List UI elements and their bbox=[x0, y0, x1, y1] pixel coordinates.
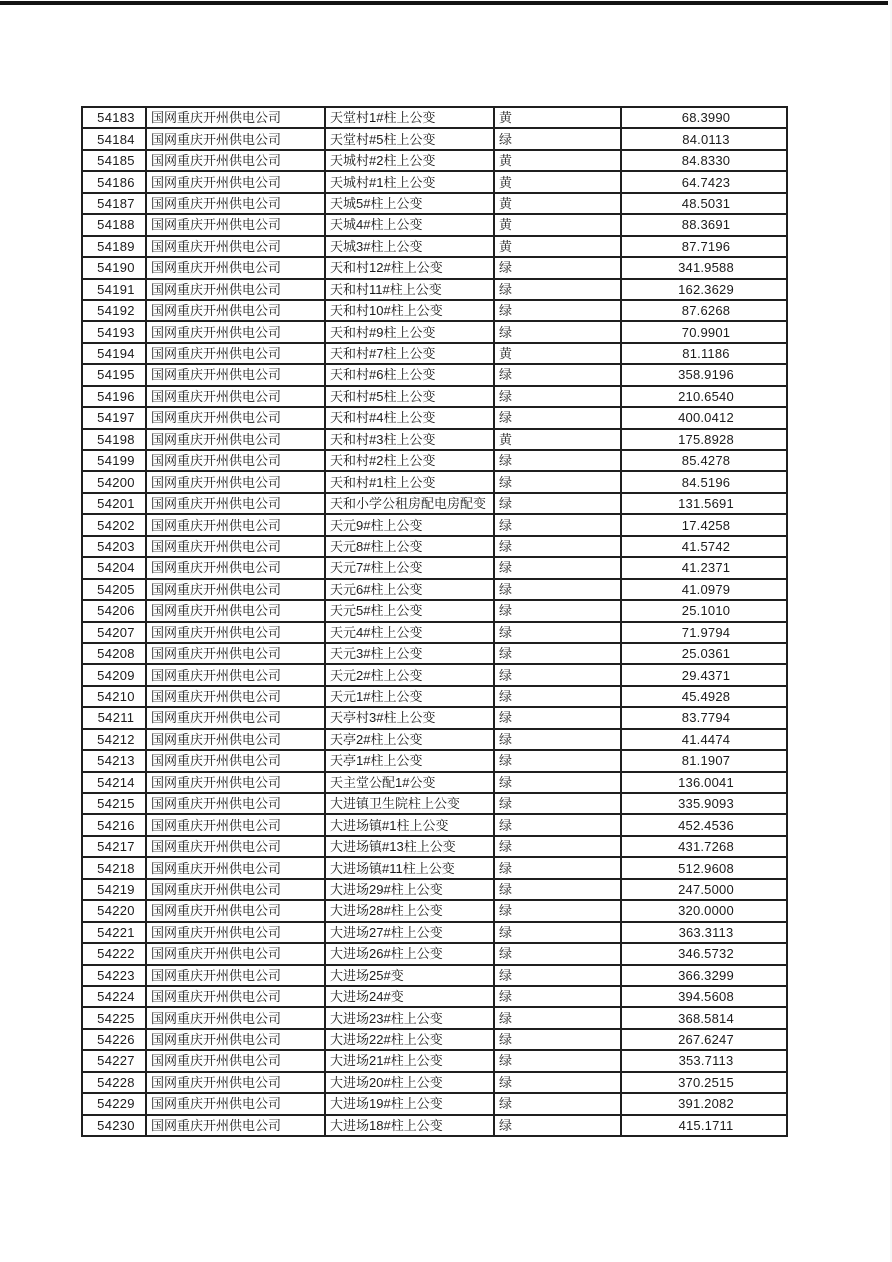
transformer-name-cell: 大进场29#柱上公变 bbox=[325, 879, 494, 900]
status-cell: 绿 bbox=[494, 986, 621, 1007]
company-cell: 国网重庆开州供电公司 bbox=[146, 236, 325, 257]
status-cell: 绿 bbox=[494, 1007, 621, 1028]
table-row bbox=[82, 622, 787, 643]
record-id-cell: 54211 bbox=[82, 707, 146, 728]
table-row bbox=[82, 836, 787, 857]
transformer-name-cell: 天元7#柱上公变 bbox=[325, 557, 494, 578]
table-row bbox=[82, 236, 787, 257]
transformer-name-cell: 天堂村#5柱上公变 bbox=[325, 128, 494, 149]
value-cell: 41.4474 bbox=[621, 729, 787, 750]
transformer-name-cell: 大进场24#变 bbox=[325, 986, 494, 1007]
value-cell: 25.1010 bbox=[621, 600, 787, 621]
record-id-cell: 54183 bbox=[82, 107, 146, 128]
status-cell: 绿 bbox=[494, 643, 621, 664]
status-cell: 绿 bbox=[494, 407, 621, 428]
record-id-cell: 54193 bbox=[82, 321, 146, 342]
company-cell: 国网重庆开州供电公司 bbox=[146, 622, 325, 643]
transformer-name-cell: 大进场22#柱上公变 bbox=[325, 1029, 494, 1050]
table-row bbox=[82, 386, 787, 407]
record-id-cell: 54201 bbox=[82, 493, 146, 514]
table-row bbox=[82, 900, 787, 921]
value-cell: 346.5732 bbox=[621, 943, 787, 964]
status-cell: 绿 bbox=[494, 600, 621, 621]
table-row bbox=[82, 128, 787, 149]
value-cell: 81.1186 bbox=[621, 343, 787, 364]
company-cell: 国网重庆开州供电公司 bbox=[146, 493, 325, 514]
company-cell: 国网重庆开州供电公司 bbox=[146, 150, 325, 171]
record-id-cell: 54208 bbox=[82, 643, 146, 664]
company-cell: 国网重庆开州供电公司 bbox=[146, 343, 325, 364]
value-cell: 175.8928 bbox=[621, 429, 787, 450]
status-cell: 绿 bbox=[494, 450, 621, 471]
transformer-name-cell: 大进场28#柱上公变 bbox=[325, 900, 494, 921]
value-cell: 25.0361 bbox=[621, 643, 787, 664]
table-row bbox=[82, 1029, 787, 1050]
status-cell: 绿 bbox=[494, 900, 621, 921]
transformer-name-cell: 天和村#7柱上公变 bbox=[325, 343, 494, 364]
value-cell: 394.5608 bbox=[621, 986, 787, 1007]
company-cell: 国网重庆开州供电公司 bbox=[146, 664, 325, 685]
status-cell: 绿 bbox=[494, 1072, 621, 1093]
table-row bbox=[82, 1072, 787, 1093]
record-id-cell: 54187 bbox=[82, 193, 146, 214]
record-id-cell: 54209 bbox=[82, 664, 146, 685]
transformer-name-cell: 大进场镇#11柱上公变 bbox=[325, 857, 494, 878]
transformer-name-cell: 天和村12#柱上公变 bbox=[325, 257, 494, 278]
record-id-cell: 54200 bbox=[82, 471, 146, 492]
value-cell: 87.7196 bbox=[621, 236, 787, 257]
company-cell: 国网重庆开州供电公司 bbox=[146, 557, 325, 578]
company-cell: 国网重庆开州供电公司 bbox=[146, 214, 325, 235]
status-cell: 绿 bbox=[494, 857, 621, 878]
value-cell: 45.4928 bbox=[621, 686, 787, 707]
company-cell: 国网重庆开州供电公司 bbox=[146, 857, 325, 878]
value-cell: 136.0041 bbox=[621, 772, 787, 793]
record-id-cell: 54212 bbox=[82, 729, 146, 750]
company-cell: 国网重庆开州供电公司 bbox=[146, 514, 325, 535]
table-row bbox=[82, 214, 787, 235]
company-cell: 国网重庆开州供电公司 bbox=[146, 107, 325, 128]
record-id-cell: 54186 bbox=[82, 171, 146, 192]
company-cell: 国网重庆开州供电公司 bbox=[146, 814, 325, 835]
record-id-cell: 54205 bbox=[82, 579, 146, 600]
value-cell: 512.9608 bbox=[621, 857, 787, 878]
status-cell: 黄 bbox=[494, 107, 621, 128]
table-row bbox=[82, 257, 787, 278]
company-cell: 国网重庆开州供电公司 bbox=[146, 1093, 325, 1114]
table-row bbox=[82, 471, 787, 492]
record-id-cell: 54215 bbox=[82, 793, 146, 814]
value-cell: 267.6247 bbox=[621, 1029, 787, 1050]
status-cell: 绿 bbox=[494, 364, 621, 385]
table-row bbox=[82, 193, 787, 214]
status-cell: 绿 bbox=[494, 493, 621, 514]
transformer-name-cell: 天主堂公配1#公变 bbox=[325, 772, 494, 793]
status-cell: 绿 bbox=[494, 321, 621, 342]
company-cell: 国网重庆开州供电公司 bbox=[146, 128, 325, 149]
table-row bbox=[82, 429, 787, 450]
table-row bbox=[82, 343, 787, 364]
value-cell: 366.3299 bbox=[621, 965, 787, 986]
table-row bbox=[82, 814, 787, 835]
transformer-name-cell: 天元4#柱上公变 bbox=[325, 622, 494, 643]
value-cell: 87.6268 bbox=[621, 300, 787, 321]
transformer-name-cell: 大进场25#变 bbox=[325, 965, 494, 986]
table-row bbox=[82, 579, 787, 600]
transformer-name-cell: 天元3#柱上公变 bbox=[325, 643, 494, 664]
status-cell: 绿 bbox=[494, 836, 621, 857]
status-cell: 绿 bbox=[494, 557, 621, 578]
record-id-cell: 54189 bbox=[82, 236, 146, 257]
company-cell: 国网重庆开州供电公司 bbox=[146, 1029, 325, 1050]
table-row bbox=[82, 986, 787, 1007]
record-id-cell: 54223 bbox=[82, 965, 146, 986]
table-row bbox=[82, 707, 787, 728]
value-cell: 341.9588 bbox=[621, 257, 787, 278]
table-row bbox=[82, 514, 787, 535]
record-id-cell: 54224 bbox=[82, 986, 146, 1007]
status-cell: 绿 bbox=[494, 257, 621, 278]
value-cell: 41.2371 bbox=[621, 557, 787, 578]
transformer-name-cell: 大进场23#柱上公变 bbox=[325, 1007, 494, 1028]
transformer-data-table bbox=[81, 106, 788, 1137]
transformer-name-cell: 天堂村1#柱上公变 bbox=[325, 107, 494, 128]
status-cell: 绿 bbox=[494, 879, 621, 900]
company-cell: 国网重庆开州供电公司 bbox=[146, 171, 325, 192]
transformer-name-cell: 天和村11#柱上公变 bbox=[325, 279, 494, 300]
record-id-cell: 54225 bbox=[82, 1007, 146, 1028]
transformer-name-cell: 天和村#6柱上公变 bbox=[325, 364, 494, 385]
value-cell: 29.4371 bbox=[621, 664, 787, 685]
value-cell: 368.5814 bbox=[621, 1007, 787, 1028]
status-cell: 绿 bbox=[494, 128, 621, 149]
transformer-name-cell: 天和村#4柱上公变 bbox=[325, 407, 494, 428]
value-cell: 64.7423 bbox=[621, 171, 787, 192]
status-cell: 黄 bbox=[494, 429, 621, 450]
status-cell: 黄 bbox=[494, 236, 621, 257]
table-row bbox=[82, 772, 787, 793]
value-cell: 210.6540 bbox=[621, 386, 787, 407]
record-id-cell: 54226 bbox=[82, 1029, 146, 1050]
record-id-cell: 54229 bbox=[82, 1093, 146, 1114]
company-cell: 国网重庆开州供电公司 bbox=[146, 793, 325, 814]
status-cell: 黄 bbox=[494, 343, 621, 364]
record-id-cell: 54196 bbox=[82, 386, 146, 407]
company-cell: 国网重庆开州供电公司 bbox=[146, 772, 325, 793]
table-body bbox=[82, 107, 787, 1136]
table-row bbox=[82, 686, 787, 707]
table-row bbox=[82, 300, 787, 321]
value-cell: 81.1907 bbox=[621, 750, 787, 771]
value-cell: 41.0979 bbox=[621, 579, 787, 600]
company-cell: 国网重庆开州供电公司 bbox=[146, 364, 325, 385]
table-row bbox=[82, 1007, 787, 1028]
table-row bbox=[82, 1093, 787, 1114]
value-cell: 363.3113 bbox=[621, 922, 787, 943]
transformer-name-cell: 大进场20#柱上公变 bbox=[325, 1072, 494, 1093]
transformer-name-cell: 天亭1#柱上公变 bbox=[325, 750, 494, 771]
status-cell: 绿 bbox=[494, 579, 621, 600]
value-cell: 335.9093 bbox=[621, 793, 787, 814]
table-row bbox=[82, 600, 787, 621]
record-id-cell: 54214 bbox=[82, 772, 146, 793]
company-cell: 国网重庆开州供电公司 bbox=[146, 1072, 325, 1093]
value-cell: 353.7113 bbox=[621, 1050, 787, 1071]
company-cell: 国网重庆开州供电公司 bbox=[146, 836, 325, 857]
company-cell: 国网重庆开州供电公司 bbox=[146, 729, 325, 750]
value-cell: 320.0000 bbox=[621, 900, 787, 921]
transformer-name-cell: 天亭2#柱上公变 bbox=[325, 729, 494, 750]
transformer-name-cell: 大进场镇#13柱上公变 bbox=[325, 836, 494, 857]
transformer-name-cell: 大进场19#柱上公变 bbox=[325, 1093, 494, 1114]
status-cell: 绿 bbox=[494, 300, 621, 321]
table-row bbox=[82, 729, 787, 750]
status-cell: 黄 bbox=[494, 214, 621, 235]
value-cell: 370.2515 bbox=[621, 1072, 787, 1093]
status-cell: 绿 bbox=[494, 943, 621, 964]
value-cell: 358.9196 bbox=[621, 364, 787, 385]
value-cell: 41.5742 bbox=[621, 536, 787, 557]
table-row bbox=[82, 536, 787, 557]
company-cell: 国网重庆开州供电公司 bbox=[146, 879, 325, 900]
status-cell: 绿 bbox=[494, 814, 621, 835]
transformer-name-cell: 天元9#柱上公变 bbox=[325, 514, 494, 535]
record-id-cell: 54213 bbox=[82, 750, 146, 771]
value-cell: 452.4536 bbox=[621, 814, 787, 835]
company-cell: 国网重庆开州供电公司 bbox=[146, 965, 325, 986]
transformer-name-cell: 天亭村3#柱上公变 bbox=[325, 707, 494, 728]
table-row bbox=[82, 364, 787, 385]
value-cell: 88.3691 bbox=[621, 214, 787, 235]
record-id-cell: 54184 bbox=[82, 128, 146, 149]
company-cell: 国网重庆开州供电公司 bbox=[146, 407, 325, 428]
status-cell: 绿 bbox=[494, 686, 621, 707]
company-cell: 国网重庆开州供电公司 bbox=[146, 943, 325, 964]
company-cell: 国网重庆开州供电公司 bbox=[146, 600, 325, 621]
company-cell: 国网重庆开州供电公司 bbox=[146, 1115, 325, 1136]
record-id-cell: 54204 bbox=[82, 557, 146, 578]
value-cell: 84.0113 bbox=[621, 128, 787, 149]
company-cell: 国网重庆开州供电公司 bbox=[146, 471, 325, 492]
company-cell: 国网重庆开州供电公司 bbox=[146, 257, 325, 278]
value-cell: 400.0412 bbox=[621, 407, 787, 428]
transformer-name-cell: 天和村#1柱上公变 bbox=[325, 471, 494, 492]
record-id-cell: 54198 bbox=[82, 429, 146, 450]
table-row bbox=[82, 1050, 787, 1071]
record-id-cell: 54221 bbox=[82, 922, 146, 943]
status-cell: 绿 bbox=[494, 1050, 621, 1071]
status-cell: 绿 bbox=[494, 750, 621, 771]
transformer-name-cell: 天元6#柱上公变 bbox=[325, 579, 494, 600]
record-id-cell: 54194 bbox=[82, 343, 146, 364]
table-row bbox=[82, 150, 787, 171]
status-cell: 绿 bbox=[494, 772, 621, 793]
record-id-cell: 54192 bbox=[82, 300, 146, 321]
transformer-name-cell: 大进镇卫生院柱上公变 bbox=[325, 793, 494, 814]
value-cell: 71.9794 bbox=[621, 622, 787, 643]
company-cell: 国网重庆开州供电公司 bbox=[146, 922, 325, 943]
top-horizontal-rule bbox=[0, 1, 888, 5]
record-id-cell: 54227 bbox=[82, 1050, 146, 1071]
table-row bbox=[82, 793, 787, 814]
status-cell: 绿 bbox=[494, 729, 621, 750]
value-cell: 247.5000 bbox=[621, 879, 787, 900]
transformer-name-cell: 天城3#柱上公变 bbox=[325, 236, 494, 257]
table-row bbox=[82, 857, 787, 878]
transformer-name-cell: 大进场21#柱上公变 bbox=[325, 1050, 494, 1071]
record-id-cell: 54220 bbox=[82, 900, 146, 921]
status-cell: 绿 bbox=[494, 536, 621, 557]
company-cell: 国网重庆开州供电公司 bbox=[146, 707, 325, 728]
company-cell: 国网重庆开州供电公司 bbox=[146, 1050, 325, 1071]
record-id-cell: 54228 bbox=[82, 1072, 146, 1093]
record-id-cell: 54188 bbox=[82, 214, 146, 235]
transformer-name-cell: 天和村#9柱上公变 bbox=[325, 321, 494, 342]
table-row bbox=[82, 1115, 787, 1136]
record-id-cell: 54185 bbox=[82, 150, 146, 171]
value-cell: 131.5691 bbox=[621, 493, 787, 514]
table-row bbox=[82, 965, 787, 986]
transformer-name-cell: 天元8#柱上公变 bbox=[325, 536, 494, 557]
value-cell: 85.4278 bbox=[621, 450, 787, 471]
status-cell: 绿 bbox=[494, 707, 621, 728]
company-cell: 国网重庆开州供电公司 bbox=[146, 750, 325, 771]
record-id-cell: 54195 bbox=[82, 364, 146, 385]
status-cell: 绿 bbox=[494, 622, 621, 643]
transformer-name-cell: 天城5#柱上公变 bbox=[325, 193, 494, 214]
record-id-cell: 54230 bbox=[82, 1115, 146, 1136]
table-row bbox=[82, 557, 787, 578]
company-cell: 国网重庆开州供电公司 bbox=[146, 450, 325, 471]
record-id-cell: 54206 bbox=[82, 600, 146, 621]
value-cell: 391.2082 bbox=[621, 1093, 787, 1114]
status-cell: 绿 bbox=[494, 1115, 621, 1136]
status-cell: 绿 bbox=[494, 1093, 621, 1114]
value-cell: 68.3990 bbox=[621, 107, 787, 128]
status-cell: 绿 bbox=[494, 514, 621, 535]
record-id-cell: 54217 bbox=[82, 836, 146, 857]
value-cell: 415.1711 bbox=[621, 1115, 787, 1136]
transformer-name-cell: 天城4#柱上公变 bbox=[325, 214, 494, 235]
company-cell: 国网重庆开州供电公司 bbox=[146, 643, 325, 664]
value-cell: 70.9901 bbox=[621, 321, 787, 342]
status-cell: 黄 bbox=[494, 193, 621, 214]
company-cell: 国网重庆开州供电公司 bbox=[146, 386, 325, 407]
value-cell: 84.8330 bbox=[621, 150, 787, 171]
table-row bbox=[82, 664, 787, 685]
company-cell: 国网重庆开州供电公司 bbox=[146, 536, 325, 557]
transformer-name-cell: 天和村#3柱上公变 bbox=[325, 429, 494, 450]
company-cell: 国网重庆开州供电公司 bbox=[146, 900, 325, 921]
value-cell: 84.5196 bbox=[621, 471, 787, 492]
value-cell: 83.7794 bbox=[621, 707, 787, 728]
company-cell: 国网重庆开州供电公司 bbox=[146, 321, 325, 342]
status-cell: 绿 bbox=[494, 664, 621, 685]
transformer-name-cell: 天和村10#柱上公变 bbox=[325, 300, 494, 321]
status-cell: 绿 bbox=[494, 1029, 621, 1050]
transformer-name-cell: 天城村#1柱上公变 bbox=[325, 171, 494, 192]
transformer-name-cell: 天和小学公租房配电房配变 bbox=[325, 493, 494, 514]
record-id-cell: 54218 bbox=[82, 857, 146, 878]
record-id-cell: 54207 bbox=[82, 622, 146, 643]
table-row bbox=[82, 643, 787, 664]
status-cell: 黄 bbox=[494, 171, 621, 192]
table-row bbox=[82, 107, 787, 128]
status-cell: 绿 bbox=[494, 279, 621, 300]
transformer-name-cell: 大进场26#柱上公变 bbox=[325, 943, 494, 964]
record-id-cell: 54216 bbox=[82, 814, 146, 835]
table-row bbox=[82, 943, 787, 964]
record-id-cell: 54202 bbox=[82, 514, 146, 535]
status-cell: 绿 bbox=[494, 793, 621, 814]
transformer-name-cell: 天和村#5柱上公变 bbox=[325, 386, 494, 407]
table-row bbox=[82, 922, 787, 943]
table-row bbox=[82, 493, 787, 514]
record-id-cell: 54190 bbox=[82, 257, 146, 278]
company-cell: 国网重庆开州供电公司 bbox=[146, 279, 325, 300]
company-cell: 国网重庆开州供电公司 bbox=[146, 986, 325, 1007]
table-row bbox=[82, 171, 787, 192]
record-id-cell: 54197 bbox=[82, 407, 146, 428]
transformer-name-cell: 天元1#柱上公变 bbox=[325, 686, 494, 707]
company-cell: 国网重庆开州供电公司 bbox=[146, 579, 325, 600]
company-cell: 国网重庆开州供电公司 bbox=[146, 300, 325, 321]
table-row bbox=[82, 321, 787, 342]
status-cell: 绿 bbox=[494, 471, 621, 492]
record-id-cell: 54203 bbox=[82, 536, 146, 557]
table-row bbox=[82, 450, 787, 471]
table-row bbox=[82, 879, 787, 900]
status-cell: 黄 bbox=[494, 150, 621, 171]
table-row bbox=[82, 407, 787, 428]
transformer-name-cell: 大进场27#柱上公变 bbox=[325, 922, 494, 943]
transformer-name-cell: 大进场18#柱上公变 bbox=[325, 1115, 494, 1136]
transformer-name-cell: 天城村#2柱上公变 bbox=[325, 150, 494, 171]
transformer-name-cell: 天和村#2柱上公变 bbox=[325, 450, 494, 471]
transformer-name-cell: 天元2#柱上公变 bbox=[325, 664, 494, 685]
value-cell: 431.7268 bbox=[621, 836, 787, 857]
record-id-cell: 54210 bbox=[82, 686, 146, 707]
company-cell: 国网重庆开州供电公司 bbox=[146, 686, 325, 707]
record-id-cell: 54222 bbox=[82, 943, 146, 964]
status-cell: 绿 bbox=[494, 965, 621, 986]
record-id-cell: 54219 bbox=[82, 879, 146, 900]
table-row bbox=[82, 279, 787, 300]
value-cell: 48.5031 bbox=[621, 193, 787, 214]
table-row bbox=[82, 750, 787, 771]
status-cell: 绿 bbox=[494, 922, 621, 943]
record-id-cell: 54199 bbox=[82, 450, 146, 471]
status-cell: 绿 bbox=[494, 386, 621, 407]
record-id-cell: 54191 bbox=[82, 279, 146, 300]
value-cell: 162.3629 bbox=[621, 279, 787, 300]
transformer-name-cell: 天元5#柱上公变 bbox=[325, 600, 494, 621]
company-cell: 国网重庆开州供电公司 bbox=[146, 429, 325, 450]
value-cell: 17.4258 bbox=[621, 514, 787, 535]
company-cell: 国网重庆开州供电公司 bbox=[146, 1007, 325, 1028]
company-cell: 国网重庆开州供电公司 bbox=[146, 193, 325, 214]
transformer-name-cell: 大进场镇#1柱上公变 bbox=[325, 814, 494, 835]
